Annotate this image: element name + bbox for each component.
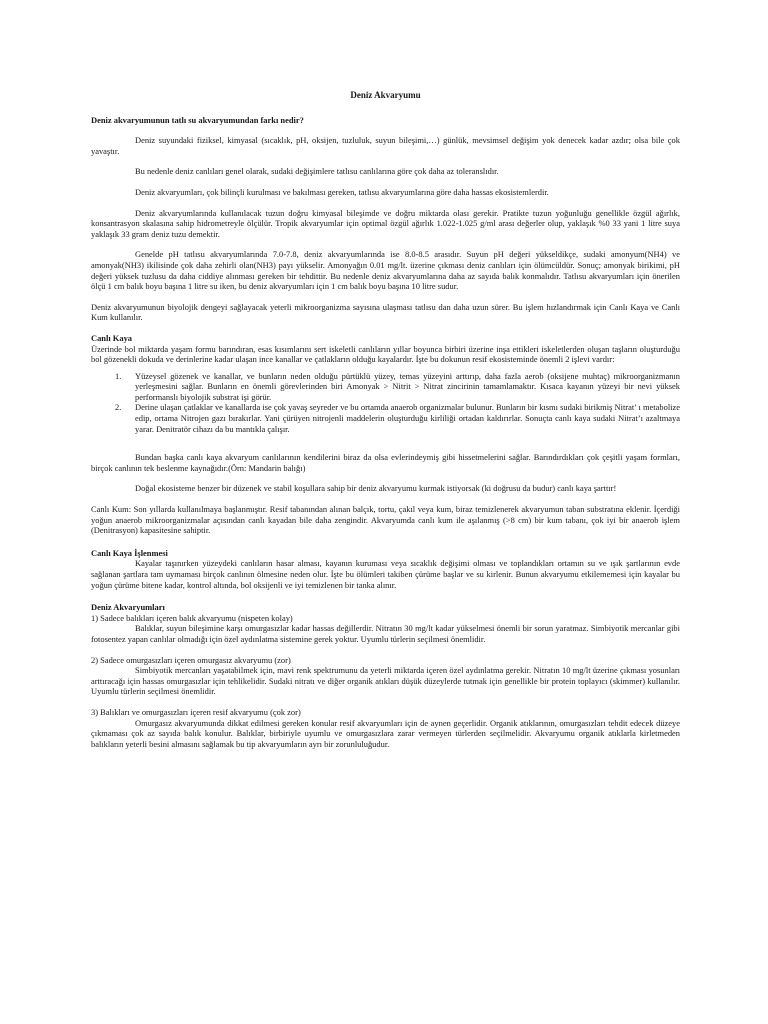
type-2-title: 2) Sadece omurgasızları içeren omurgasız akvaryumu (zor)	[91, 654, 291, 665]
type-3-title: 3) Balıkları ve omurgasızları içeren resif akvaryumu (çok zor)	[91, 706, 301, 717]
paragraph-3: Deniz akvaryumları, çok bilinçli kurulması ve bakılması gereken, tatlısu akvaryumlarına göre daha hassas ekosistemlerdir.	[135, 186, 549, 197]
paragraph-6: Deniz akvaryumunun biyolojik dengeyi sağlayacak yeterli mikroorganizma sayısına ulaşması tatlısu dan daha uzun sürer. Bu işlem hızlandırmak için Canlı Kaya ve Canlı Kum kullanılır.	[91, 301, 680, 323]
canli-kaya-paragraph-1: Bundan başka canlı kaya akvaryum canlılarının kendilerini biraz da olsa evlerindeymiş gibi hissetmelerini sağlar. Barındırdıkları çok çeşitli yaşam formları, birçok canlının tek beslenme kaynağıdır.(Örn: Mandarin balığı)	[91, 452, 680, 473]
canli-kum-paragraph: Canlı Kum: Son yıllarda kullanılmaya başlanmıştır. Resif tabanından alınan balçık, tortu, çakıl veya kum, biraz temizlenerek akvaryumun taban substratına eklenir. İçerdiği yoğun anaerob mikroorganizmalar açısından canlı kayadan bile daha zengindir. Akvaryumda canlı kum ile aşılanmış (>8 cm) bir kum tabanı, çok iyi bir anaerob işlem (Denitrasyon) kapasitesine sahiptir.	[91, 504, 680, 536]
type-1-title: 1) Sadece balıkları içeren balık akvaryumu (nispeten kolay)	[91, 612, 293, 623]
list-number: 2.	[115, 402, 122, 413]
islenmesi-paragraph: Kayalar taşınırken yüzeydeki canlıların hasar alması, kayanın kuruması veya sıcaklık değişimi olması ve toplandıkları ortamın su ve ışık şartlarının evde sağlanan şartlara tam uymaması birçok canlının ölmesine neden olur. İşte bu ölümleri takiben çürüme başlar ve su kirlenir. Bunun akvaryumu etkilememesi için kayalar bu yoğun çürüme bitene kadar, kontrol altında, bol oksijenli ve iyi temizlenen bir tanka alınır.	[91, 558, 680, 590]
canli-kaya-intro: Üzerinde bol miktarda yaşam formu barındıran, esas kısımlarını sert iskeletli canlıların yıllar boyunca birbiri üzerine inşa ettikleri iskeletlerden oluşan taşların oluşturduğu bol gözenekli dokuda ve derinlerine kadar ulaşan ince kanallar ve çatlakların olduğu kayalardır. İşte bu dokunun resif ekosisteminde önemli 2 işlevi vardır:	[91, 343, 680, 365]
paragraph-4: Deniz akvaryumlarında kullanılacak tuzun doğru kimyasal bileşimde ve doğru miktarda olası gerekir. Pratikte tuzun yoğunluğu genellikle özgül ağırlık, konsantrasyon skalasına sahip hidrometreyle ölçülür. Tropik akvaryumlar için optimal özgül ağırlık 1.022-1.025 g/ml arası değerler olup, yaklaşık %0 33 yani 1 litre suya yaklaşık 33 gram deniz tuzu demektir.	[91, 207, 680, 239]
paragraph-5: Genelde pH tatlısu akvaryumlarında 7.0-7.8, deniz akvaryumlarında ise 8.0-8.5 arasıdır. Suyun pH değeri yükseldikçe, sudaki amonyum(NH4) ve amonyak(NH3) ikilisinde çok daha zehirli olan(NH3) payı yükselir. Amonyağın 0.01 mg/lt. üzerine çıkması deniz canlıları için ölümcüldür. Sonuç; amonyak birikimi, pH değeri yüksek tuzlusu da daha ciddiye alınması gereken bir tehdittir. Bu nedenle deniz akvaryumlarına daha az sayıda balık konmalıdır. Tatlısu akvaryumları için önerilen ölçü 1 cm balık boyu başına 1 litre su iken, bu deniz akvaryumları için 1 cm balık boyu başına 10 litre sudur.	[91, 249, 680, 292]
paragraph-2: Bu nedenle deniz canlıları genel olarak, sudaki değişimlere tatlısu canlılarına göre çok daha az toleranslıdır.	[135, 166, 499, 177]
list-number: 1.	[115, 370, 122, 381]
islenmesi-heading: Canlı Kaya İşlenmesi	[91, 547, 168, 558]
list-item	[91, 402, 680, 434]
paragraph-1: Deniz suyundaki fiziksel, kimyasal (sıcaklık, pH, oksijen, tuzluluk, suyun bileşimi,…) günlük, mevsimsel değişim yok denecek kadar azdır; olsa bile çok yavaştır.	[91, 135, 680, 156]
type-1-text: Balıklar, suyun bileşimine karşı omurgasızlar kadar hassas değillerdir. Nitratın 30 mg/lt kadar yükselmesi önemli bir sorun yaratmaz. Simbiyotik mercanlar gibi fotosentez yapan canlılar olmadığı için özel aydınlatma sistemine gerek yoktur. Uyumlu türlerin seçilmesi önemlidir.	[91, 623, 680, 644]
list-item-text: Yüzeysel gözenek ve kanallar, ve bunların neden olduğu pürtüklü yüzey, temas yüzeyini arttırıp, daha fazla aerob (oksijene muhtaç) mikroorganizmanın yerleşmesini sağlar. Bunların en önemli görevlerinden biri Amonyak > Nitrit > Nitrat zincirinin tamamlamaktır. Kısaca kayanın yüzeyi bir nevi yüksek performanslı biyolojik substrat işi görür.	[135, 370, 680, 402]
canli-kaya-list	[91, 371, 680, 435]
list-item-text: Derine ulaşan çatlaklar ve kanallarda ise çok yavaş seyreder ve bu ortamda anaerob organizmalar bulunur. Bunların bir kısmı sudaki birikmiş Nitrat’ ı metabolize edip, ortama Nitrojen gazı bırakırlar. Yani çürüyen nitrojenli maddelerin oluşturduğu kirliliği ortadan kaldırırlar. Sonuçta canlı kaya sudaki Nitrat’ı azaltmaya yarar. Denitratör cihazı da bu mantıkla çalışır.	[135, 402, 680, 434]
type-2-text: Simbiyotik mercanları yaşatabilmek için, mavi renk spektrumunu da yeterli miktarda içeren özel aydınlatma gerekir. Nitratın 10 mg/lt üzerine çıkması yosunları arttıracağı için hassas omurgasızlar için tehlikelidir. Sudaki nitratı ve diğer organik atıkları düşük düzeylerde tutmak için genellikle bir protein toplayıcı (skimmer) kullanılır. Uyumlu türlerin seçilmesi önemlidir.	[91, 665, 680, 697]
canli-kaya-heading: Canlı Kaya	[91, 332, 133, 343]
deniz-akvaryumlari-heading: Deniz Akvaryumları	[91, 602, 165, 613]
canli-kaya-paragraph-2: Doğal ekosisteme benzer bir düzenek ve stabil koşullara sahip bir deniz akvaryumu kurmak istiyorsak (ki doğrusu da budur) canlı kaya şarttır!	[135, 483, 617, 494]
type-3-text: Omurgasız akvaryumunda dikkat edilmesi gereken konular resif akvaryumları için de aynen geçerlidir. Organik atıklarının, omurgasızları tehdit edecek düzeye çıkmaması çok az sayıda balık konulur. Balıklar, birbiriyle uyumlu ve omurgasızlara zarar vermeyen türlerden seçilmelidir. Akvaryumu organik atıklarla kirletmeden balıkların yeterli besini almasını sağlamak bu tip akvaryumların ayrı bir zorunluluğudur.	[91, 717, 680, 749]
question-heading: Deniz akvaryumunun tatlı su akvaryumundan farkı nedir?	[91, 114, 304, 125]
list-item	[91, 371, 680, 403]
document-title: Deniz Akvaryumu	[350, 90, 421, 100]
